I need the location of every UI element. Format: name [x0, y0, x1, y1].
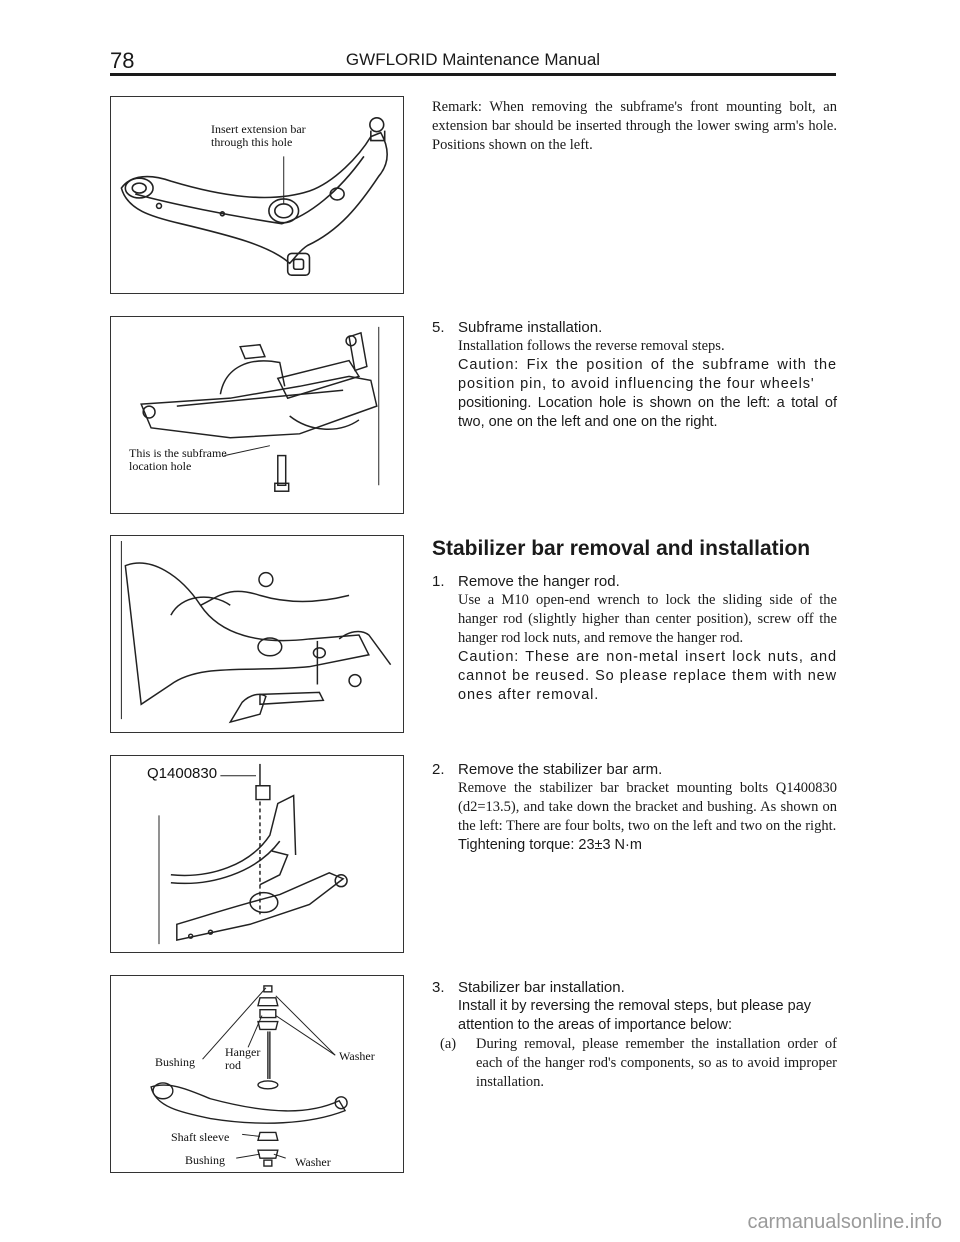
step-number: 1.: [432, 573, 445, 590]
hanger-rod-exploded-illustration: [111, 976, 403, 1172]
subframe-illustration: [111, 317, 403, 513]
watermark: carmanualsonline.info: [747, 1211, 942, 1233]
stabilizer-bar-illustration: [111, 756, 403, 952]
figure-stabilizer-bar-arm: [110, 755, 404, 953]
torque-spec: Tightening torque: 23±3 N·m: [458, 837, 642, 853]
step-number: 3.: [432, 979, 445, 996]
caution-text: Caution: Fix the position of the subframe with the position pin, to avoid influencing the four wheels': [458, 357, 837, 392]
location-hole-callout: This is the subframe location hole: [129, 446, 227, 473]
bolt-part-number-callout: Q1400830: [147, 765, 218, 782]
step-title: Stabilizer bar installation.: [458, 979, 625, 996]
sub-item-a: [432, 1035, 837, 1092]
hanger-rod-callout: Hanger rod: [225, 1045, 261, 1072]
bushing-top-callout: Bushing: [155, 1055, 196, 1069]
step-stabilizer-installation: [432, 978, 837, 1092]
step-heading: [432, 978, 837, 997]
page-number: 78: [110, 48, 135, 73]
step-body: Use a M10 open-end wrench to lock the sliding side of the hanger rod (slightly higher than center position), screw off the hanger rod lock nuts, and remove the hanger rod.: [458, 592, 837, 646]
figure-subframe-installation: [110, 316, 404, 514]
step-title: Subframe installation.: [458, 319, 603, 336]
step-heading: [432, 572, 837, 591]
figure-stabilizer-bar-installation: [110, 975, 404, 1173]
sub-item-text: During removal, please remember the installation order of each of the hanger rod's components, so as to avoid improper installation.: [476, 1036, 837, 1090]
step-number: 2.: [432, 761, 445, 778]
caution-text-continued: positioning. Location hole is shown on the left: a total of two, one on the left and one on the right.: [458, 395, 837, 430]
figure-hanger-rod-removal: [110, 535, 404, 733]
section-stabilizer-bar: [432, 536, 837, 705]
caution-text: Caution: These are non-metal insert lock nuts, and cannot be reused. So please replace them with new ones after removal.: [458, 649, 837, 703]
step-heading: [432, 760, 837, 779]
washer-top-callout: Washer: [339, 1049, 375, 1063]
remark-text: Remark: When removing the subframe's front mounting bolt, an extension bar should be inserted through the lower swing arm's hole. Positions shown on the left.: [432, 99, 837, 153]
step-body: Install it by reversing the removal steps, but please pay attention to the areas of importance below:: [458, 998, 812, 1033]
figure-lower-swing-arm: [110, 96, 404, 294]
step-body: Installation follows the reverse removal steps.: [458, 338, 725, 354]
washer-bottom-callout: Washer: [295, 1155, 331, 1169]
step-title: Remove the hanger rod.: [458, 573, 620, 590]
step-body: Remove the stabilizer bar bracket mounting bolts Q1400830 (d2=13.5), and take down the bracket and bushing. As shown on the left: There are four bolts, two on the left and two on the right.: [458, 780, 837, 834]
step-number: 5.: [432, 319, 445, 336]
step-heading: [432, 318, 837, 337]
shaft-sleeve-callout: Shaft sleeve: [171, 1130, 230, 1144]
section-title: Stabilizer bar removal and installation: [432, 537, 811, 560]
bushing-bottom-callout: Bushing: [185, 1153, 226, 1167]
step-remove-stabilizer-arm: [432, 760, 837, 855]
hanger-rod-removal-illustration: [111, 536, 403, 732]
remark-block: [432, 98, 837, 155]
step-subframe-installation: [432, 318, 837, 432]
extension-bar-callout: Insert extension bar through this hole: [211, 122, 306, 149]
step-title: Remove the stabilizer bar arm.: [458, 761, 663, 778]
page-header: [110, 46, 836, 76]
sub-item-letter: (a): [440, 1036, 457, 1052]
manual-title: GWFLORID Maintenance Manual: [345, 50, 601, 69]
